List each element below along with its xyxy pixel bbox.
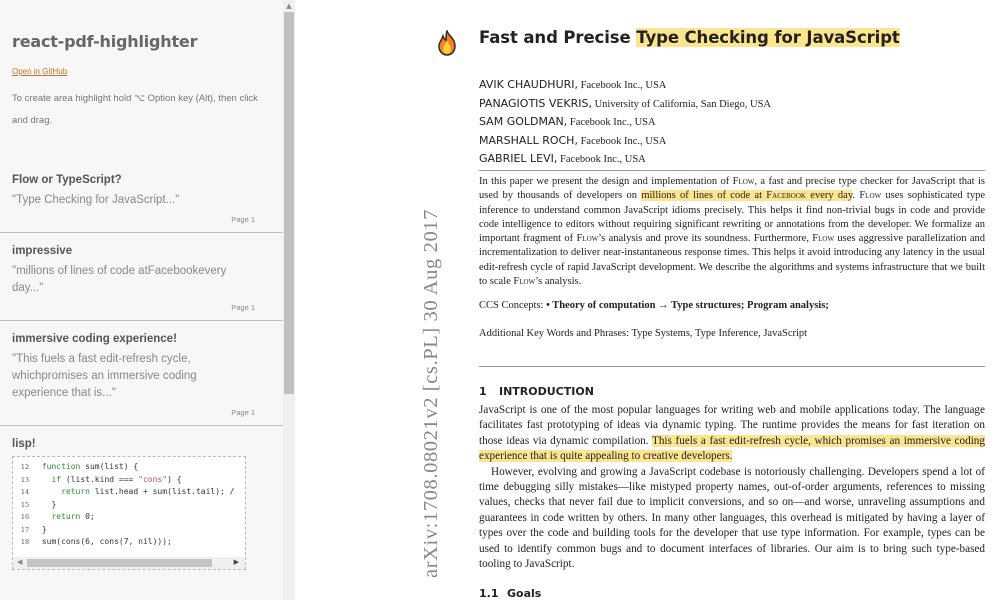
highlight-area[interactable]: Type Checking for JavaScript [636, 28, 900, 47]
highlight-comment: impressive [12, 245, 73, 257]
code-line: 17 } [20, 524, 47, 534]
highlight-quote: "This fuels a fast edit-refresh cycle, whichpromises an immersive coding experience that is..." [12, 353, 197, 399]
highlights-sidebar [0, 0, 283, 600]
flame-icon [437, 30, 457, 56]
introduction-text [479, 403, 985, 572]
highlight-page: Page 1 [231, 215, 255, 224]
author-list [479, 76, 771, 169]
arxiv-stamp: arXiv:1708.08021v2 [cs.PL] 30 Aug 2017 [420, 209, 442, 578]
code-line: 12 function sum(list) { [20, 462, 139, 471]
keywords: Additional Key Words and Phrases: Type Systems, Type Inference, JavaScript [479, 328, 808, 339]
author: SAM GOLDMAN, Facebook Inc., USA [479, 115, 656, 128]
highlight-item[interactable] [0, 321, 283, 426]
author: AVIK CHAUDHURI, Facebook Inc., USA [479, 78, 667, 91]
highlight-comment: Flow or TypeScript? [12, 174, 122, 186]
highlight-item[interactable] [0, 162, 283, 233]
highlight-item[interactable] [0, 233, 283, 321]
section-heading: 1 INTRODUCTION [479, 385, 594, 398]
scroll-up-icon[interactable]: ▲ [286, 2, 292, 10]
pdf-viewer[interactable] [295, 0, 1000, 600]
code-line: 14 return list.head + sum(list.tail); / [20, 487, 235, 496]
highlight-quote: "millions of lines of code atFacebookevery day..." [12, 265, 227, 294]
scroll-left-icon[interactable]: ◀ [17, 557, 23, 566]
paper-title: Fast and Precise Type Checking for JavaScript [479, 28, 900, 47]
app-title: react-pdf-highlighter [12, 32, 198, 51]
divider [479, 366, 985, 367]
scroll-right-icon[interactable]: ▶ [233, 557, 239, 566]
scrollbar-thumb[interactable] [284, 12, 294, 394]
open-in-github-link[interactable]: Open in GitHub [12, 67, 68, 76]
code-line: 15 } [20, 499, 57, 509]
paragraph: JavaScript is one of the most popular languages for writing web and mobile applications today. The language facilitates fast prototyping of ideas via dynamic typing. The runtime provides the means for fast iteration on those ideas via dynamic compilation. This fuels a fast edit-refresh cycle, which promises an immersive coding experience that is quite appealing to creative developers. [479, 404, 985, 463]
highlights-list [0, 162, 283, 578]
code-line: 16 return 0; [20, 512, 95, 521]
highlight-area[interactable]: millions of lines of code at Facebook every day [641, 190, 853, 202]
code-horizontal-scrollbar[interactable] [13, 557, 245, 569]
area-highlight-image [12, 456, 246, 570]
author: PANAGIOTIS VEKRIS, University of California, San Diego, USA [479, 96, 772, 110]
divider [479, 170, 985, 171]
sidebar-scrollbar[interactable] [283, 0, 295, 600]
author: MARSHALL ROCH, Facebook Inc., USA [479, 133, 667, 147]
author: GABRIEL LEVI, Facebook Inc., USA [479, 152, 646, 165]
sidebar-header [0, 0, 283, 162]
section-heading: 1.1 Goals [479, 587, 542, 600]
ccs-concepts: CCS Concepts: • Theory of computation → Type structures; Program analysis; [479, 300, 829, 311]
highlight-page: Page 1 [231, 303, 255, 312]
highlight-page: Page 1 [231, 408, 255, 417]
instructions-text: To create area highlight hold ⌥ Option key (Alt), then click and drag. [12, 93, 258, 126]
highlight-item[interactable] [0, 426, 283, 578]
code-line: 18 sum(cons(6, cons(7, nil))); [20, 537, 172, 546]
code-line: 13 if (list.kind === "cons") { [20, 474, 182, 484]
highlight-area[interactable]: This fuels a fast edit-refresh cycle, which promises an immersive coding experience that is quite appealing to creative developers. [479, 434, 985, 463]
pdf-page-1[interactable] [295, 0, 1000, 600]
highlight-comment: lisp! [12, 438, 36, 450]
scrollbar-thumb[interactable] [27, 559, 212, 567]
abstract: In this paper we present the design and implementation of Flow, a fast and precise type checker for JavaScript that is used by thousands of developers on millions of lines of code at Facebook every day. Flow uses sophisticated type inference to understand common JavaScript idioms precisely. This helps it find non-trivial bugs in code and provide code intelligence to editors without requiring significant rewriting or annotations from the developer. We formalize an important fragment of Flow’s analysis and prove its soundness. Furthermore, Flow uses aggressive parallelization and incrementalization to deliver near-instantaneous response times. This helps it avoid introducing any latency in the usual edit-refresh cycle of rapid JavaScript development. We describe the algorithms and systems infrastructure that we built to scale Flow’s analysis. [479, 176, 986, 288]
highlight-quote: "Type Checking for JavaScript..." [12, 194, 180, 206]
paragraph: However, evolving and growing a JavaScript codebase is notoriously challenging. Developers spend a lot of time debugging silly mistakes—like mistyped property names, out-of-order arguments, references to missing values, checks that never fail due to implicit conversions, and so on—and worse, unraveling assumptions and guarantees in code written by others. In many other languages, this overhead is mitigated by having a layer of types over the code and building tools for the developer that use type information. For example, types can be used to identify common bugs and to document interfaces of libraries. Our aim is to bring such type-based tooling to JavaScript. [479, 465, 985, 571]
highlight-comment: immersive coding experience! [12, 333, 177, 345]
